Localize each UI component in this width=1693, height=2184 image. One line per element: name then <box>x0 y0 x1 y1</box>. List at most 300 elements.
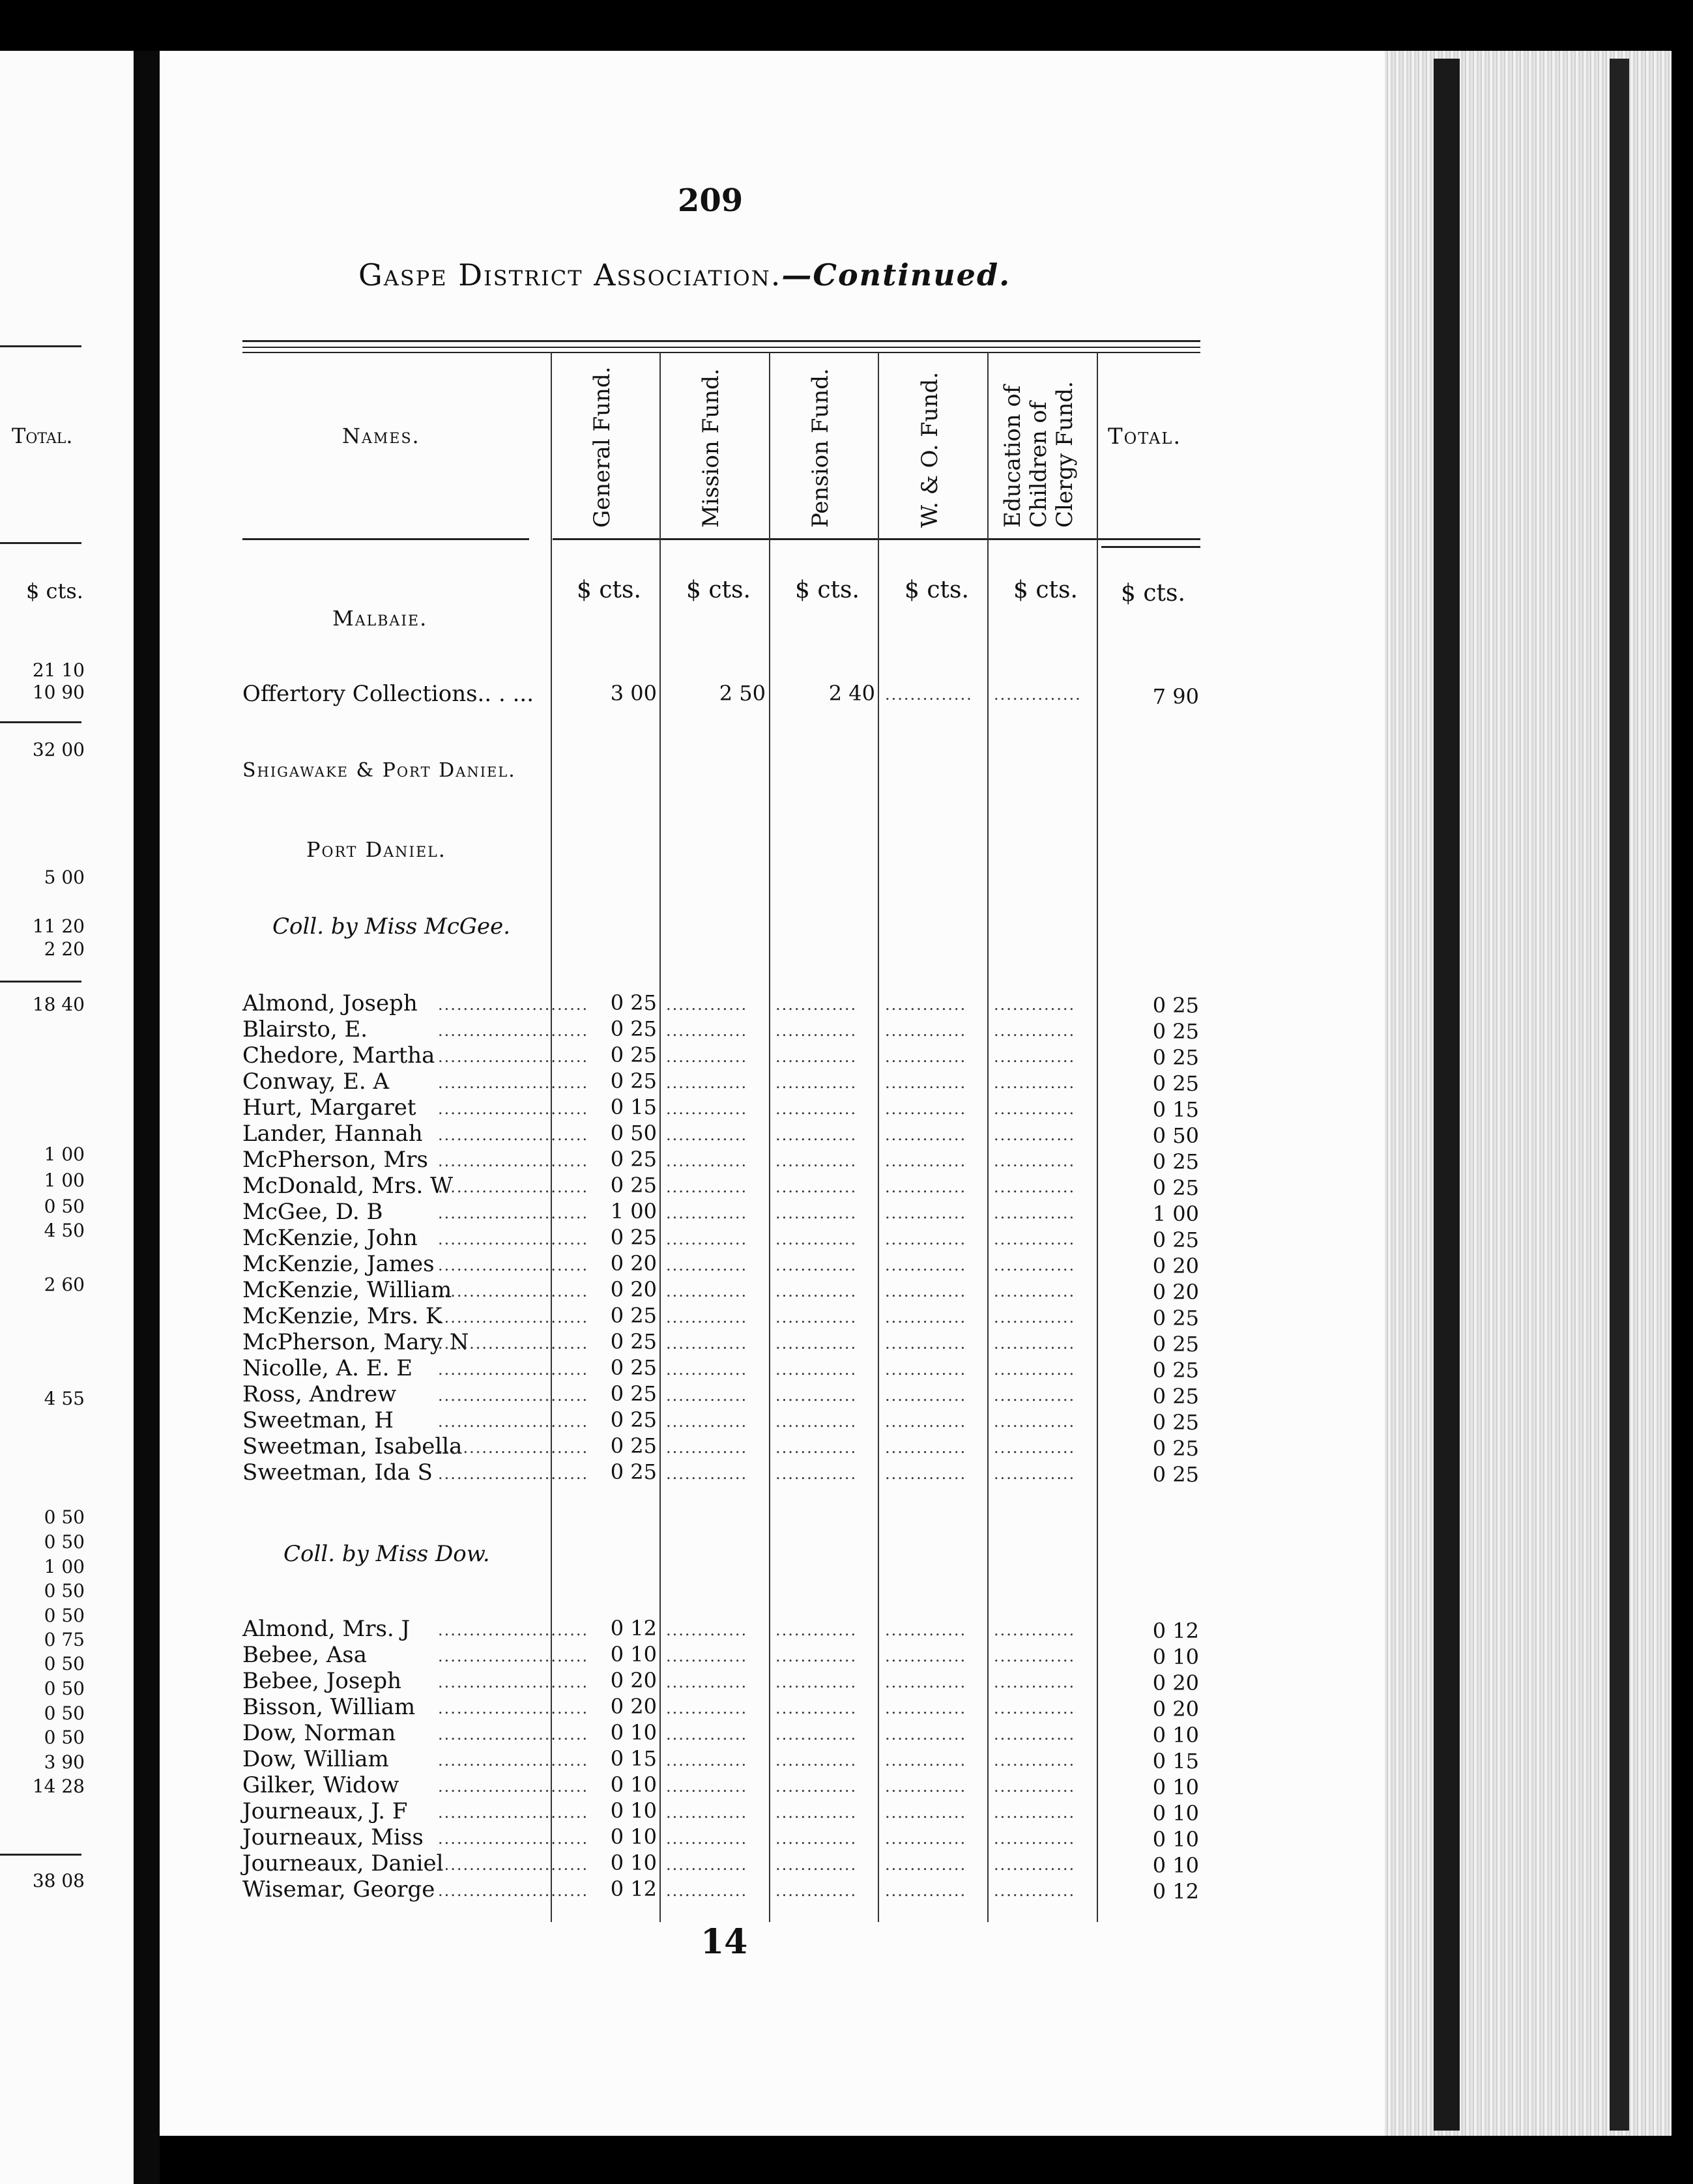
left-page-currency: $ cts. <box>26 579 83 603</box>
dot-leader: ............. <box>666 1178 748 1196</box>
dot-leader: ............. <box>994 1334 1076 1353</box>
row-name: McPherson, Mary N <box>242 1329 469 1355</box>
divider <box>0 345 81 347</box>
edu-fund-header-line1: Education of <box>1000 385 1026 528</box>
row-total: 0 25 <box>1152 1175 1199 1200</box>
row-total: 0 20 <box>1152 1671 1199 1695</box>
row-name: Sweetman, Ida S <box>242 1459 433 1486</box>
dot-leader: ............. <box>885 1204 967 1222</box>
row-general-fund: 0 25 <box>610 1016 657 1041</box>
dot-leader: ............. <box>666 1256 748 1274</box>
dot-leader: .............. <box>885 685 973 704</box>
offertory-mission: 2 50 <box>719 681 766 706</box>
row-general-fund: 0 25 <box>610 1069 657 1093</box>
section-coll-dow: Coll. by Miss Dow. <box>283 1541 490 1567</box>
dot-leader: ............. <box>775 1334 858 1353</box>
row-total: 0 15 <box>1152 1749 1199 1774</box>
left-page-value: 1 00 <box>44 1143 85 1165</box>
table-top-rule <box>242 340 1200 342</box>
row-general-fund: 0 25 <box>610 1303 657 1328</box>
row-general-fund: 0 20 <box>610 1668 657 1693</box>
currency-label: $ cts. <box>795 577 860 603</box>
offertory-name: Offertory Collections.. . ... <box>242 681 534 707</box>
dot-leader: ............. <box>994 1647 1076 1665</box>
row-general-fund: 0 10 <box>610 1824 657 1849</box>
row-name: Hurt, Margaret <box>242 1095 416 1121</box>
dot-leader: ............. <box>666 1204 748 1222</box>
dot-leader: ............. <box>994 1230 1076 1248</box>
dot-leader: ............. <box>666 1152 748 1170</box>
dot-leader: ............. <box>994 1856 1076 1874</box>
offertory-total: 7 90 <box>1152 684 1199 709</box>
divider <box>0 1854 81 1856</box>
header-rule <box>1101 546 1200 548</box>
left-page-value: 32 00 <box>32 739 85 760</box>
row-total: 0 25 <box>1152 1436 1199 1461</box>
left-page-value: 11 20 <box>32 915 85 937</box>
dot-leader: ............. <box>775 1647 858 1665</box>
row-general-fund: 0 25 <box>610 1381 657 1406</box>
edu-fund-header-line2: Children of <box>1026 401 1052 528</box>
dot-leader: ............. <box>885 1465 967 1483</box>
left-page-value: 1 00 <box>44 1170 85 1191</box>
dot-leader: ............. <box>666 1282 748 1300</box>
row-name: Lander, Hannah <box>242 1121 423 1147</box>
scan-bottom-border <box>160 2136 1693 2184</box>
row-general-fund: 0 25 <box>610 1042 657 1067</box>
dot-leader: ............. <box>666 1022 748 1040</box>
row-general-fund: 0 10 <box>610 1720 657 1745</box>
dot-leader: ............. <box>666 1100 748 1118</box>
dot-leader: ............. <box>775 1282 858 1300</box>
dot-leader: ............. <box>885 1282 967 1300</box>
divider <box>0 721 81 723</box>
dot-leader: ............. <box>666 1856 748 1874</box>
dot-leader: ............. <box>775 1699 858 1717</box>
dot-leader: ............. <box>775 1387 858 1405</box>
row-name: Conway, E. A <box>242 1069 390 1095</box>
dot-leader: ............. <box>885 1126 967 1144</box>
row-general-fund: 0 25 <box>610 1225 657 1250</box>
left-page-value: 10 90 <box>32 682 85 703</box>
row-total: 0 25 <box>1152 1228 1199 1252</box>
dot-leader: ........................ <box>438 1126 589 1144</box>
dot-leader: ............. <box>885 1699 967 1717</box>
dot-leader: ............. <box>885 1777 967 1796</box>
dot-leader: ............. <box>775 1465 858 1483</box>
page-number: 209 <box>678 182 744 219</box>
left-page-value: 0 50 <box>44 1703 85 1724</box>
row-general-fund: 0 25 <box>610 1173 657 1198</box>
dot-leader: ............. <box>666 1621 748 1639</box>
dot-leader: ........................ <box>438 1282 589 1300</box>
page-title <box>358 257 1011 293</box>
dot-leader: ............. <box>666 1387 748 1405</box>
row-total: 0 10 <box>1152 1775 1199 1800</box>
row-name: Wisemar, George <box>242 1876 435 1903</box>
dot-leader: ........................ <box>438 1777 589 1796</box>
left-page-value: 0 50 <box>44 1506 85 1528</box>
dot-leader: ............. <box>775 1022 858 1040</box>
dot-leader: ........................ <box>438 1621 589 1639</box>
row-general-fund: 0 12 <box>610 1616 657 1641</box>
total-header: Total. <box>1108 424 1182 450</box>
section-malbaie: Malbaie. <box>332 606 428 631</box>
dot-leader: ............. <box>885 1334 967 1353</box>
dot-leader: ............. <box>775 1204 858 1222</box>
dot-leader: ............. <box>775 1100 858 1118</box>
dot-leader: ............. <box>994 1439 1076 1457</box>
dot-leader: ............. <box>666 1673 748 1691</box>
currency-label: $ cts. <box>686 577 751 603</box>
left-page-value: 21 10 <box>32 659 85 681</box>
row-name: Bisson, William <box>242 1694 416 1720</box>
dot-leader: ............. <box>775 1413 858 1431</box>
page-edge-shadow <box>1610 59 1629 2131</box>
dot-leader: ............. <box>775 1048 858 1066</box>
dot-leader: ............. <box>994 1126 1076 1144</box>
dot-leader: ............. <box>775 1178 858 1196</box>
currency-label: $ cts. <box>904 577 969 603</box>
dot-leader: ............. <box>994 1048 1076 1066</box>
dot-leader: ............. <box>666 996 748 1014</box>
scan-top-border <box>0 0 1693 51</box>
row-name: McKenzie, John <box>242 1225 418 1251</box>
dot-leader: ............. <box>666 1465 748 1483</box>
dot-leader: ........................ <box>438 1230 589 1248</box>
row-name: Dow, William <box>242 1746 389 1772</box>
dot-leader: ............. <box>666 1126 748 1144</box>
dot-leader: ............. <box>885 1152 967 1170</box>
dot-leader: ............. <box>994 1830 1076 1848</box>
row-general-fund: 0 25 <box>610 1147 657 1171</box>
column-rule <box>769 352 770 1922</box>
row-general-fund: 0 20 <box>610 1277 657 1302</box>
row-total: 0 10 <box>1152 1645 1199 1669</box>
left-page-value: 4 50 <box>44 1220 85 1241</box>
row-total: 0 10 <box>1152 1853 1199 1878</box>
dot-leader: ............. <box>885 1647 967 1665</box>
title-main: Gaspe District Association. <box>358 257 782 293</box>
row-name: Sweetman, Isabella <box>242 1433 463 1459</box>
offertory-general: 3 00 <box>610 681 657 706</box>
dot-leader: ............. <box>885 1022 967 1040</box>
dot-leader: ........................ <box>438 1256 589 1274</box>
dot-leader: .............. <box>994 685 1082 704</box>
dot-leader: ............. <box>994 1256 1076 1274</box>
currency-label: $ cts. <box>577 577 641 603</box>
dot-leader: ............. <box>885 1413 967 1431</box>
row-name: Almond, Mrs. J <box>242 1616 411 1642</box>
dot-leader: ........................ <box>438 1100 589 1118</box>
dot-leader: ............. <box>666 1647 748 1665</box>
book-spine <box>134 51 160 2184</box>
row-general-fund: 0 20 <box>610 1694 657 1719</box>
row-general-fund: 0 15 <box>610 1746 657 1771</box>
row-total: 0 25 <box>1152 1149 1199 1174</box>
row-total: 0 25 <box>1152 1332 1199 1357</box>
row-name: Ross, Andrew <box>242 1381 397 1407</box>
dot-leader: ........................ <box>438 1673 589 1691</box>
dot-leader: ........................ <box>438 1387 589 1405</box>
row-name: Dow, Norman <box>242 1720 396 1746</box>
dot-leader: ............. <box>666 1803 748 1822</box>
section-shigawake: Shigawake & Port Daniel. <box>242 759 516 782</box>
left-page-value: 18 40 <box>32 994 85 1015</box>
dot-leader: ............. <box>994 1777 1076 1796</box>
dot-leader: ............. <box>775 1673 858 1691</box>
dot-leader: ............. <box>885 1048 967 1066</box>
row-total: 0 25 <box>1152 1306 1199 1330</box>
row-name: Almond, Joseph <box>242 990 418 1016</box>
row-total: 0 10 <box>1152 1827 1199 1852</box>
row-total: 0 25 <box>1152 1045 1199 1070</box>
dot-leader: ............. <box>885 1856 967 1874</box>
signature-mark: 14 <box>701 1922 748 1962</box>
dot-leader: ............. <box>885 996 967 1014</box>
row-name: Journeaux, J. F <box>242 1798 408 1824</box>
dot-leader: ............. <box>666 1439 748 1457</box>
row-total: 0 25 <box>1152 1384 1199 1409</box>
dot-leader: ........................ <box>438 1439 589 1457</box>
dot-leader: ............. <box>666 1751 748 1770</box>
left-page-value: 0 50 <box>44 1531 85 1553</box>
page-edge-shadow <box>1434 59 1460 2131</box>
dot-leader: ............. <box>775 1308 858 1327</box>
row-name: McPherson, Mrs <box>242 1147 428 1173</box>
row-general-fund: 0 15 <box>610 1095 657 1119</box>
row-total: 0 25 <box>1152 1462 1199 1487</box>
row-general-fund: 0 10 <box>610 1642 657 1667</box>
header-rule <box>242 538 529 540</box>
dot-leader: ........................ <box>438 1856 589 1874</box>
dot-leader: ........................ <box>438 1048 589 1066</box>
table-top-rule <box>242 352 1200 353</box>
dot-leader: ............. <box>666 1830 748 1848</box>
row-general-fund: 0 10 <box>610 1850 657 1875</box>
left-page-value: 0 50 <box>44 1196 85 1217</box>
dot-leader: ............. <box>666 1048 748 1066</box>
left-page-value: 0 50 <box>44 1605 85 1626</box>
dot-leader: ............. <box>885 1360 967 1379</box>
column-rule <box>659 352 661 1922</box>
dot-leader: ............. <box>994 1673 1076 1691</box>
dot-leader: ............. <box>885 1673 967 1691</box>
row-name: Bebee, Joseph <box>242 1668 402 1694</box>
dot-leader: ............. <box>775 1439 858 1457</box>
left-page-value: 0 50 <box>44 1678 85 1699</box>
row-general-fund: 1 00 <box>610 1199 657 1224</box>
dot-leader: ............. <box>994 1725 1076 1744</box>
pension-fund-header: Pension Fund. <box>807 368 833 528</box>
dot-leader: ........................ <box>438 1152 589 1170</box>
currency-label: $ cts. <box>1121 580 1185 607</box>
dot-leader: ............. <box>994 1360 1076 1379</box>
row-general-fund: 0 20 <box>610 1251 657 1276</box>
row-name: Nicolle, A. E. E <box>242 1355 413 1381</box>
row-total: 1 00 <box>1152 1201 1199 1226</box>
dot-leader: ............. <box>885 1387 967 1405</box>
row-general-fund: 0 10 <box>610 1798 657 1823</box>
dot-leader: ............. <box>994 1803 1076 1822</box>
row-general-fund: 0 25 <box>610 1407 657 1432</box>
dot-leader: ........................ <box>438 1647 589 1665</box>
row-name: McGee, D. B <box>242 1199 383 1225</box>
column-rule <box>1097 352 1098 1922</box>
edu-fund-header-line3: Clergy Fund. <box>1052 381 1078 528</box>
dot-leader: ............. <box>775 1856 858 1874</box>
dot-leader: ............. <box>885 1230 967 1248</box>
left-page-value: 2 60 <box>44 1274 85 1295</box>
left-page-value: 1 00 <box>44 1556 85 1577</box>
row-total: 0 25 <box>1152 1019 1199 1044</box>
row-total: 0 10 <box>1152 1801 1199 1826</box>
dot-leader: ............. <box>775 1751 858 1770</box>
row-general-fund: 0 25 <box>610 1355 657 1380</box>
dot-leader: ............. <box>885 1621 967 1639</box>
dot-leader: ........................ <box>438 1360 589 1379</box>
dot-leader: ............. <box>775 1725 858 1744</box>
dot-leader: ............. <box>994 1621 1076 1639</box>
row-name: Chedore, Martha <box>242 1042 435 1069</box>
row-total: 0 20 <box>1152 1280 1199 1304</box>
dot-leader: ............. <box>885 1751 967 1770</box>
dot-leader: ............. <box>994 1308 1076 1327</box>
dot-leader: ............. <box>666 1413 748 1431</box>
row-general-fund: 0 12 <box>610 1876 657 1901</box>
dot-leader: ........................ <box>438 1803 589 1822</box>
row-general-fund: 0 25 <box>610 1329 657 1354</box>
dot-leader: ............. <box>775 1152 858 1170</box>
left-page-total-label: Total. <box>12 424 73 448</box>
dot-leader: ............. <box>666 1777 748 1796</box>
dot-leader: ............. <box>666 1882 748 1900</box>
dot-leader: ........................ <box>438 1751 589 1770</box>
dot-leader: ............. <box>666 1230 748 1248</box>
names-header: Names. <box>342 424 420 448</box>
dot-leader: ............. <box>994 1100 1076 1118</box>
dot-leader: ............. <box>775 1360 858 1379</box>
left-page-value: 14 28 <box>32 1775 85 1797</box>
row-name: McKenzie, William <box>242 1277 452 1303</box>
table-top-rule <box>242 347 1200 348</box>
left-page-value: 0 50 <box>44 1727 85 1748</box>
dot-leader: ............. <box>775 1256 858 1274</box>
dot-leader: ........................ <box>438 1725 589 1744</box>
dot-leader: ............. <box>885 1803 967 1822</box>
dot-leader: ............. <box>994 1178 1076 1196</box>
dot-leader: ............. <box>885 1100 967 1118</box>
dot-leader: ............. <box>775 1621 858 1639</box>
dot-leader: ............. <box>994 1465 1076 1483</box>
dot-leader: ............. <box>994 1387 1076 1405</box>
dot-leader: ............. <box>885 1308 967 1327</box>
dot-leader: ............. <box>666 1725 748 1744</box>
row-name: Journeaux, Miss <box>242 1824 424 1850</box>
previous-page <box>0 51 134 2184</box>
column-rule <box>987 352 989 1922</box>
dot-leader: ............. <box>994 1022 1076 1040</box>
dot-leader: ............. <box>994 1152 1076 1170</box>
row-total: 0 50 <box>1152 1123 1199 1148</box>
dot-leader: ........................ <box>438 1465 589 1483</box>
divider <box>0 981 81 983</box>
dot-leader: ............. <box>885 1882 967 1900</box>
dot-leader: ............. <box>994 996 1076 1014</box>
wo-fund-header: W. & O. Fund. <box>917 371 943 528</box>
row-name: McDonald, Mrs. W <box>242 1173 454 1199</box>
dot-leader: ........................ <box>438 1308 589 1327</box>
general-fund-header: General Fund. <box>589 366 615 528</box>
row-name: Bebee, Asa <box>242 1642 368 1668</box>
dot-leader: ............. <box>666 1308 748 1327</box>
left-page-value: 3 90 <box>44 1751 85 1773</box>
row-total: 0 12 <box>1152 1618 1199 1643</box>
row-total: 0 20 <box>1152 1254 1199 1278</box>
title-continued: —Continued. <box>781 257 1011 293</box>
row-name: Sweetman, H <box>242 1407 394 1433</box>
dot-leader: ............. <box>885 1178 967 1196</box>
dot-leader: ............. <box>666 1074 748 1092</box>
left-page-value: 0 75 <box>44 1629 85 1650</box>
dot-leader: ............. <box>885 1439 967 1457</box>
dot-leader: ........................ <box>438 1413 589 1431</box>
section-coll-mcgee: Coll. by Miss McGee. <box>272 913 511 940</box>
dot-leader: ............. <box>775 1882 858 1900</box>
row-name: Gilker, Widow <box>242 1772 399 1798</box>
section-port-daniel: Port Daniel. <box>306 837 446 862</box>
dot-leader: ............. <box>775 1803 858 1822</box>
dot-leader: ........................ <box>438 1178 589 1196</box>
dot-leader: ............. <box>775 1126 858 1144</box>
row-general-fund: 0 50 <box>610 1121 657 1145</box>
dot-leader: ............. <box>994 1282 1076 1300</box>
dot-leader: ........................ <box>438 1699 589 1717</box>
row-name: McKenzie, Mrs. K <box>242 1303 442 1329</box>
dot-leader: ............. <box>666 1699 748 1717</box>
dot-leader: ............. <box>666 1360 748 1379</box>
divider <box>0 542 81 544</box>
row-total: 0 10 <box>1152 1723 1199 1747</box>
currency-label: $ cts. <box>1013 577 1078 603</box>
dot-leader: ............. <box>775 1074 858 1092</box>
row-total: 0 20 <box>1152 1697 1199 1721</box>
dot-leader: ........................ <box>438 1022 589 1040</box>
row-name: Journeaux, Daniel <box>242 1850 444 1876</box>
dot-leader: ............. <box>885 1725 967 1744</box>
row-total: 0 25 <box>1152 1071 1199 1096</box>
dot-leader: ............. <box>775 1230 858 1248</box>
dot-leader: ........................ <box>438 1830 589 1848</box>
column-rule <box>878 352 879 1922</box>
dot-leader: ............. <box>885 1830 967 1848</box>
dot-leader: ........................ <box>438 1882 589 1900</box>
left-page-value: 38 08 <box>32 1870 85 1891</box>
left-page-value: 4 55 <box>44 1388 85 1409</box>
row-general-fund: 0 25 <box>610 1433 657 1458</box>
dot-leader: ............. <box>666 1334 748 1353</box>
dot-leader: ............. <box>994 1074 1076 1092</box>
offertory-pension: 2 40 <box>828 681 875 706</box>
row-general-fund: 0 25 <box>610 990 657 1015</box>
dot-leader: ............. <box>885 1074 967 1092</box>
dot-leader: ........................ <box>438 1204 589 1222</box>
row-total: 0 25 <box>1152 1358 1199 1383</box>
dot-leader: ............. <box>885 1256 967 1274</box>
row-total: 0 25 <box>1152 1410 1199 1435</box>
row-general-fund: 0 25 <box>610 1459 657 1484</box>
row-total: 0 12 <box>1152 1879 1199 1904</box>
